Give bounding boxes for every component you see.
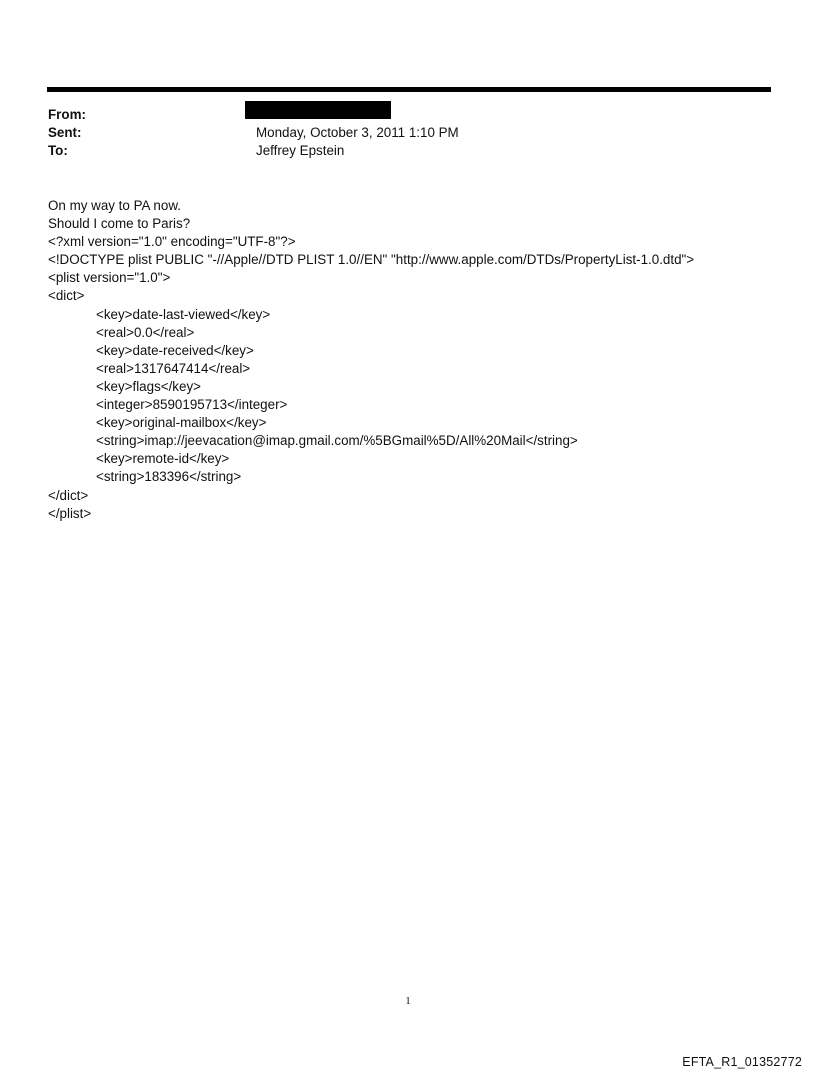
body-line: <dict> xyxy=(48,288,85,304)
header-rule xyxy=(47,87,771,92)
body-line: <key>flags</key> xyxy=(96,378,201,394)
email-body xyxy=(48,197,778,523)
body-line: <plist version="1.0"> xyxy=(48,270,171,286)
body-line: <?xml version="1.0" encoding="UTF-8"?> xyxy=(48,234,296,250)
body-line: On my way to PA now. xyxy=(48,198,181,213)
to-row xyxy=(48,142,768,160)
body-line: <!DOCTYPE plist PUBLIC "-//Apple//DTD PLIST 1.0//EN" "http://www.apple.com/DTDs/PropertyList-1.0.dtd"> xyxy=(48,252,695,268)
body-line: </dict> xyxy=(48,487,89,503)
from-row xyxy=(48,106,768,124)
body-line: <key>date-received</key> xyxy=(96,342,254,358)
body-line: <string>183396</string> xyxy=(96,469,242,485)
body-line: Should I come to Paris? xyxy=(48,216,191,232)
body-line: </plist> xyxy=(48,505,92,521)
sent-row xyxy=(48,124,768,142)
body-line: <real>0.0</real> xyxy=(96,324,195,340)
to-label: To: xyxy=(48,143,68,158)
body-line: <real>1317647414</real> xyxy=(96,360,251,376)
page-number: 1 xyxy=(405,995,411,1007)
from-label: From: xyxy=(48,107,86,122)
redaction-block xyxy=(245,101,391,119)
document-id: EFTA_R1_01352772 xyxy=(682,1055,802,1069)
sent-label: Sent: xyxy=(48,125,82,140)
sent-value: Monday, October 3, 2011 1:10 PM xyxy=(256,125,459,140)
body-line: <integer>8590195713</integer> xyxy=(96,397,288,413)
to-value: Jeffrey Epstein xyxy=(256,143,345,158)
body-line: <string>imap://jeevacation@imap.gmail.com/%5BGmail%5D/All%20Mail</string> xyxy=(96,433,578,449)
body-line: <key>date-last-viewed</key> xyxy=(96,306,271,322)
email-header xyxy=(48,106,768,160)
body-line: <key>remote-id</key> xyxy=(96,451,230,467)
body-line: <key>original-mailbox</key> xyxy=(96,415,267,431)
